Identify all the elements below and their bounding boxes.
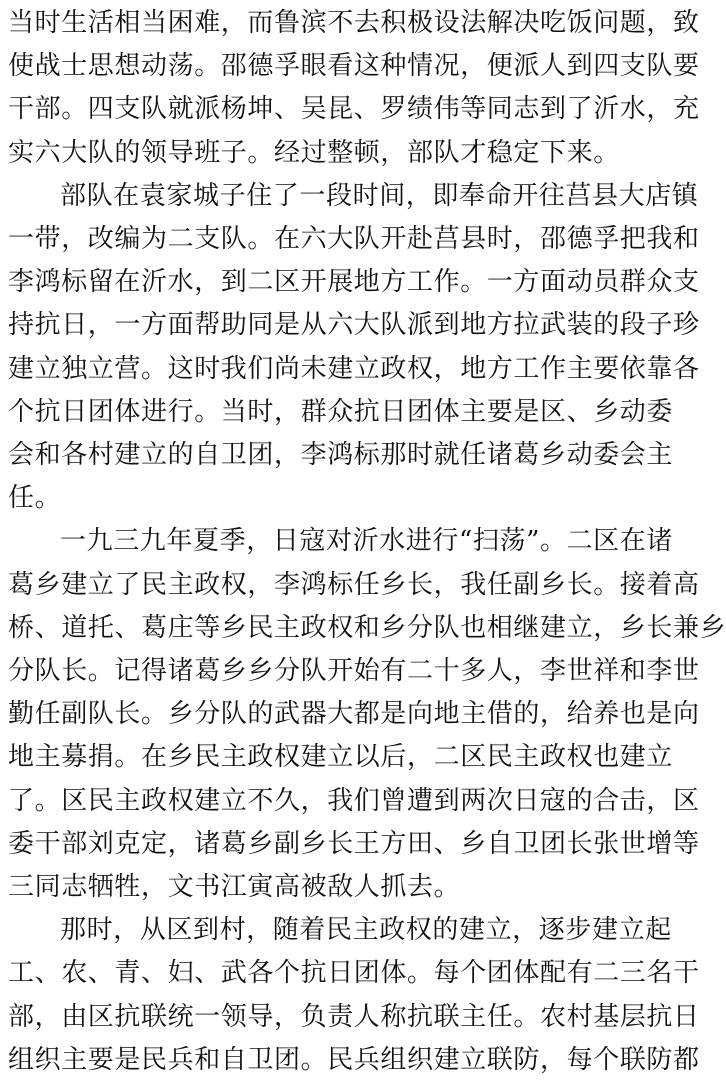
text-line: 勤任副队长。乡分队的武器大都是向地主借的，给养也是向 (8, 699, 700, 730)
text-line: 一九三九年夏季，日寇对沂水进行“扫荡”。二区在诸 (60, 526, 673, 557)
text-line: 那时，从区到村，随着民主政权的建立，逐步建立起 (60, 915, 672, 946)
text-line: 工、农、青、妇、武各个抗日团体。每个团体配有二三名干 (8, 958, 700, 989)
text-line: 分队长。记得诸葛乡乡分队开始有二十多人，李世祥和李世 (8, 656, 700, 686)
text-line: 持抗日，一方面帮助同是从六大队派到地方拉武装的段子珍 (8, 310, 700, 341)
text-line: 会和各村建立的自卫团，李鸿标那时就任诸葛乡动委会主 (8, 440, 674, 470)
text-line: 委干部刘克定，诸葛乡副乡长王方田、乡自卫团长张世增等 (8, 828, 700, 859)
text-line: 了。区民主政权建立不久，我们曾遭到两次日寇的合击，区 (8, 785, 700, 816)
text-line: 当时生活相当困难，而鲁滨不去积极设法解决吃饭问题，致 (8, 8, 700, 38)
text-line: 三同志牺牲，文书江寅高被敌人抓去。 (8, 872, 461, 902)
text-line: 地主募捐。在乡民主政权建立以后，二区民主政权也建立 (8, 742, 674, 773)
text-line: 个抗日团体进行。当时，群众抗日团体主要是区、乡动委 (8, 396, 674, 427)
text-line: 干部。四支队就派杨坤、吴昆、罗绩伟等同志到了沂水，充 (8, 94, 700, 125)
text-line: 任。 (8, 483, 62, 514)
text-line: 葛乡建立了民主政权，李鸿标任乡长，我任副乡长。接着高 (8, 569, 700, 600)
text-line: 李鸿标留在沂水，到二区开展地方工作。一方面动员群众支 (8, 267, 700, 298)
text-line: 部，由区抗联统一领导，负责人称抗联主任。农村基层抗日 (8, 1001, 700, 1032)
text-line: 实六大队的领导班子。经过整顿，部队才稳定下来。 (8, 137, 620, 168)
text-line: 部队在袁家城子住了一段时间，即奉命开往莒县大店镇 (60, 180, 699, 211)
text-line: 一带，改编为二支队。在六大队开赴莒县时，邵德孚把我和 (8, 224, 700, 254)
text-line: 组织主要是民兵和自卫团。民兵组织建立联防，每个联防都 (8, 1044, 700, 1075)
text-line: 建立独立营。这时我们尚未建立政权，地方工作主要依靠各 (8, 353, 700, 384)
text-line: 桥、道托、葛庄等乡民主政权和乡分队也相继建立，乡长兼乡 (8, 612, 726, 643)
text-line: 使战士思想动荡。邵德孚眼看这种情况，便派人到四支队要 (8, 51, 700, 82)
